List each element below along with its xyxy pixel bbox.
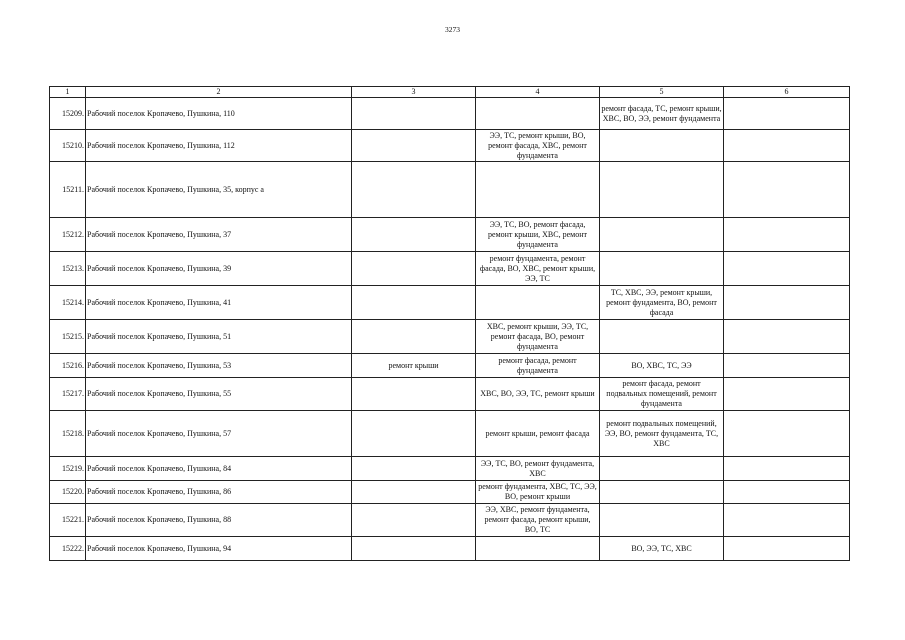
address-cell: Рабочий поселок Кропачево, Пушкина, 88 xyxy=(86,504,352,537)
col4-cell xyxy=(476,537,600,561)
table-row xyxy=(50,504,850,537)
table-row xyxy=(50,162,850,218)
col6-cell xyxy=(724,481,850,504)
column-number-header-row xyxy=(50,87,850,98)
col5-cell: ремонт фасада, ТС, ремонт крыши, ХВС, ВО, ЭЭ, ремонт фундамента xyxy=(600,98,724,130)
col4-cell: ремонт фасада, ремонт фундамента xyxy=(476,354,600,378)
table-row xyxy=(50,537,850,561)
col5-cell xyxy=(600,252,724,286)
col5-cell xyxy=(600,481,724,504)
table-row xyxy=(50,320,850,354)
column-header-1: 1 xyxy=(50,87,86,98)
address-cell: Рабочий поселок Кропачево, Пушкина, 84 xyxy=(86,457,352,481)
row-number: 15217. xyxy=(50,378,86,411)
row-number: 15210. xyxy=(50,130,86,162)
col3-cell xyxy=(352,378,476,411)
address-cell: Рабочий поселок Кропачево, Пушкина, 53 xyxy=(86,354,352,378)
col6-cell xyxy=(724,98,850,130)
row-number: 15215. xyxy=(50,320,86,354)
col4-cell: ХВС, ремонт крыши, ЭЭ, ТС, ремонт фасада, ВО, ремонт фундамента xyxy=(476,320,600,354)
column-header-6: 6 xyxy=(724,87,850,98)
col6-cell xyxy=(724,286,850,320)
col5-cell: ВО, ЭЭ, ТС, ХВС xyxy=(600,537,724,561)
col6-cell xyxy=(724,320,850,354)
address-cell: Рабочий поселок Кропачево, Пушкина, 57 xyxy=(86,411,352,457)
col6-cell xyxy=(724,252,850,286)
col5-cell: ремонт подвальных помещений, ЭЭ, ВО, ремонт фундамента, ТС, ХВС xyxy=(600,411,724,457)
row-number: 15211. xyxy=(50,162,86,218)
col6-cell xyxy=(724,130,850,162)
col3-cell xyxy=(352,286,476,320)
col6-cell xyxy=(724,504,850,537)
address-cell: Рабочий поселок Кропачево, Пушкина, 35, корпус а xyxy=(86,162,352,218)
address-cell: Рабочий поселок Кропачево, Пушкина, 41 xyxy=(86,286,352,320)
col3-cell: ремонт крыши xyxy=(352,354,476,378)
address-cell: Рабочий поселок Кропачево, Пушкина, 112 xyxy=(86,130,352,162)
row-number: 15212. xyxy=(50,218,86,252)
row-number: 15218. xyxy=(50,411,86,457)
row-number: 15216. xyxy=(50,354,86,378)
col3-cell xyxy=(352,162,476,218)
row-number: 15213. xyxy=(50,252,86,286)
col3-cell xyxy=(352,481,476,504)
col3-cell xyxy=(352,218,476,252)
col3-cell xyxy=(352,411,476,457)
column-header-3: 3 xyxy=(352,87,476,98)
col3-cell xyxy=(352,252,476,286)
col3-cell xyxy=(352,504,476,537)
address-cell: Рабочий поселок Кропачево, Пушкина, 110 xyxy=(86,98,352,130)
col5-cell xyxy=(600,457,724,481)
table-row xyxy=(50,130,850,162)
table-row xyxy=(50,252,850,286)
col4-cell: ЭЭ, ТС, ремонт крыши, ВО, ремонт фасада, ХВС, ремонт фундамента xyxy=(476,130,600,162)
col5-cell: ВО, ХВС, ТС, ЭЭ xyxy=(600,354,724,378)
table-row xyxy=(50,354,850,378)
table-row xyxy=(50,411,850,457)
table-row xyxy=(50,218,850,252)
col6-cell xyxy=(724,354,850,378)
col6-cell xyxy=(724,378,850,411)
col4-cell xyxy=(476,286,600,320)
row-number: 15221. xyxy=(50,504,86,537)
table-row xyxy=(50,98,850,130)
col4-cell: ремонт крыши, ремонт фасада xyxy=(476,411,600,457)
col6-cell xyxy=(724,218,850,252)
col5-cell: ТС, ХВС, ЭЭ, ремонт крыши, ремонт фундамента, ВО, ремонт фасада xyxy=(600,286,724,320)
row-number: 15220. xyxy=(50,481,86,504)
col4-cell: ЭЭ, ХВС, ремонт фундамента, ремонт фасада, ремонт крыши, ВО, ТС xyxy=(476,504,600,537)
col6-cell xyxy=(724,537,850,561)
col6-cell xyxy=(724,411,850,457)
col4-cell: ХВС, ВО, ЭЭ, ТС, ремонт крыши xyxy=(476,378,600,411)
address-cell: Рабочий поселок Кропачево, Пушкина, 51 xyxy=(86,320,352,354)
table-row xyxy=(50,378,850,411)
column-header-4: 4 xyxy=(476,87,600,98)
housing-repair-table xyxy=(49,86,850,561)
row-number: 15219. xyxy=(50,457,86,481)
col4-cell: ЭЭ, ТС, ВО, ремонт фасада, ремонт крыши, ХВС, ремонт фундамента xyxy=(476,218,600,252)
row-number: 15209. xyxy=(50,98,86,130)
col5-cell xyxy=(600,504,724,537)
col5-cell xyxy=(600,218,724,252)
table-row xyxy=(50,286,850,320)
col6-cell xyxy=(724,162,850,218)
column-header-5: 5 xyxy=(600,87,724,98)
page-number: 3273 xyxy=(445,25,460,34)
row-number: 15222. xyxy=(50,537,86,561)
col5-cell: ремонт фасада, ремонт подвальных помещений, ремонт фундамента xyxy=(600,378,724,411)
column-header-2: 2 xyxy=(86,87,352,98)
col3-cell xyxy=(352,130,476,162)
col4-cell: ЭЭ, ТС, ВО, ремонт фундамента, ХВС xyxy=(476,457,600,481)
col3-cell xyxy=(352,98,476,130)
col4-cell xyxy=(476,162,600,218)
col5-cell xyxy=(600,130,724,162)
col3-cell xyxy=(352,537,476,561)
address-cell: Рабочий поселок Кропачево, Пушкина, 39 xyxy=(86,252,352,286)
table-row xyxy=(50,481,850,504)
address-cell: Рабочий поселок Кропачево, Пушкина, 86 xyxy=(86,481,352,504)
col3-cell xyxy=(352,457,476,481)
table-row xyxy=(50,457,850,481)
col5-cell xyxy=(600,162,724,218)
col6-cell xyxy=(724,457,850,481)
col4-cell: ремонт фундамента, ХВС, ТС, ЭЭ, ВО, ремонт крыши xyxy=(476,481,600,504)
row-number: 15214. xyxy=(50,286,86,320)
address-cell: Рабочий поселок Кропачево, Пушкина, 37 xyxy=(86,218,352,252)
col4-cell: ремонт фундамента, ремонт фасада, ВО, ХВС, ремонт крыши, ЭЭ, ТС xyxy=(476,252,600,286)
address-cell: Рабочий поселок Кропачево, Пушкина, 55 xyxy=(86,378,352,411)
address-cell: Рабочий поселок Кропачево, Пушкина, 94 xyxy=(86,537,352,561)
col5-cell xyxy=(600,320,724,354)
col3-cell xyxy=(352,320,476,354)
col4-cell xyxy=(476,98,600,130)
